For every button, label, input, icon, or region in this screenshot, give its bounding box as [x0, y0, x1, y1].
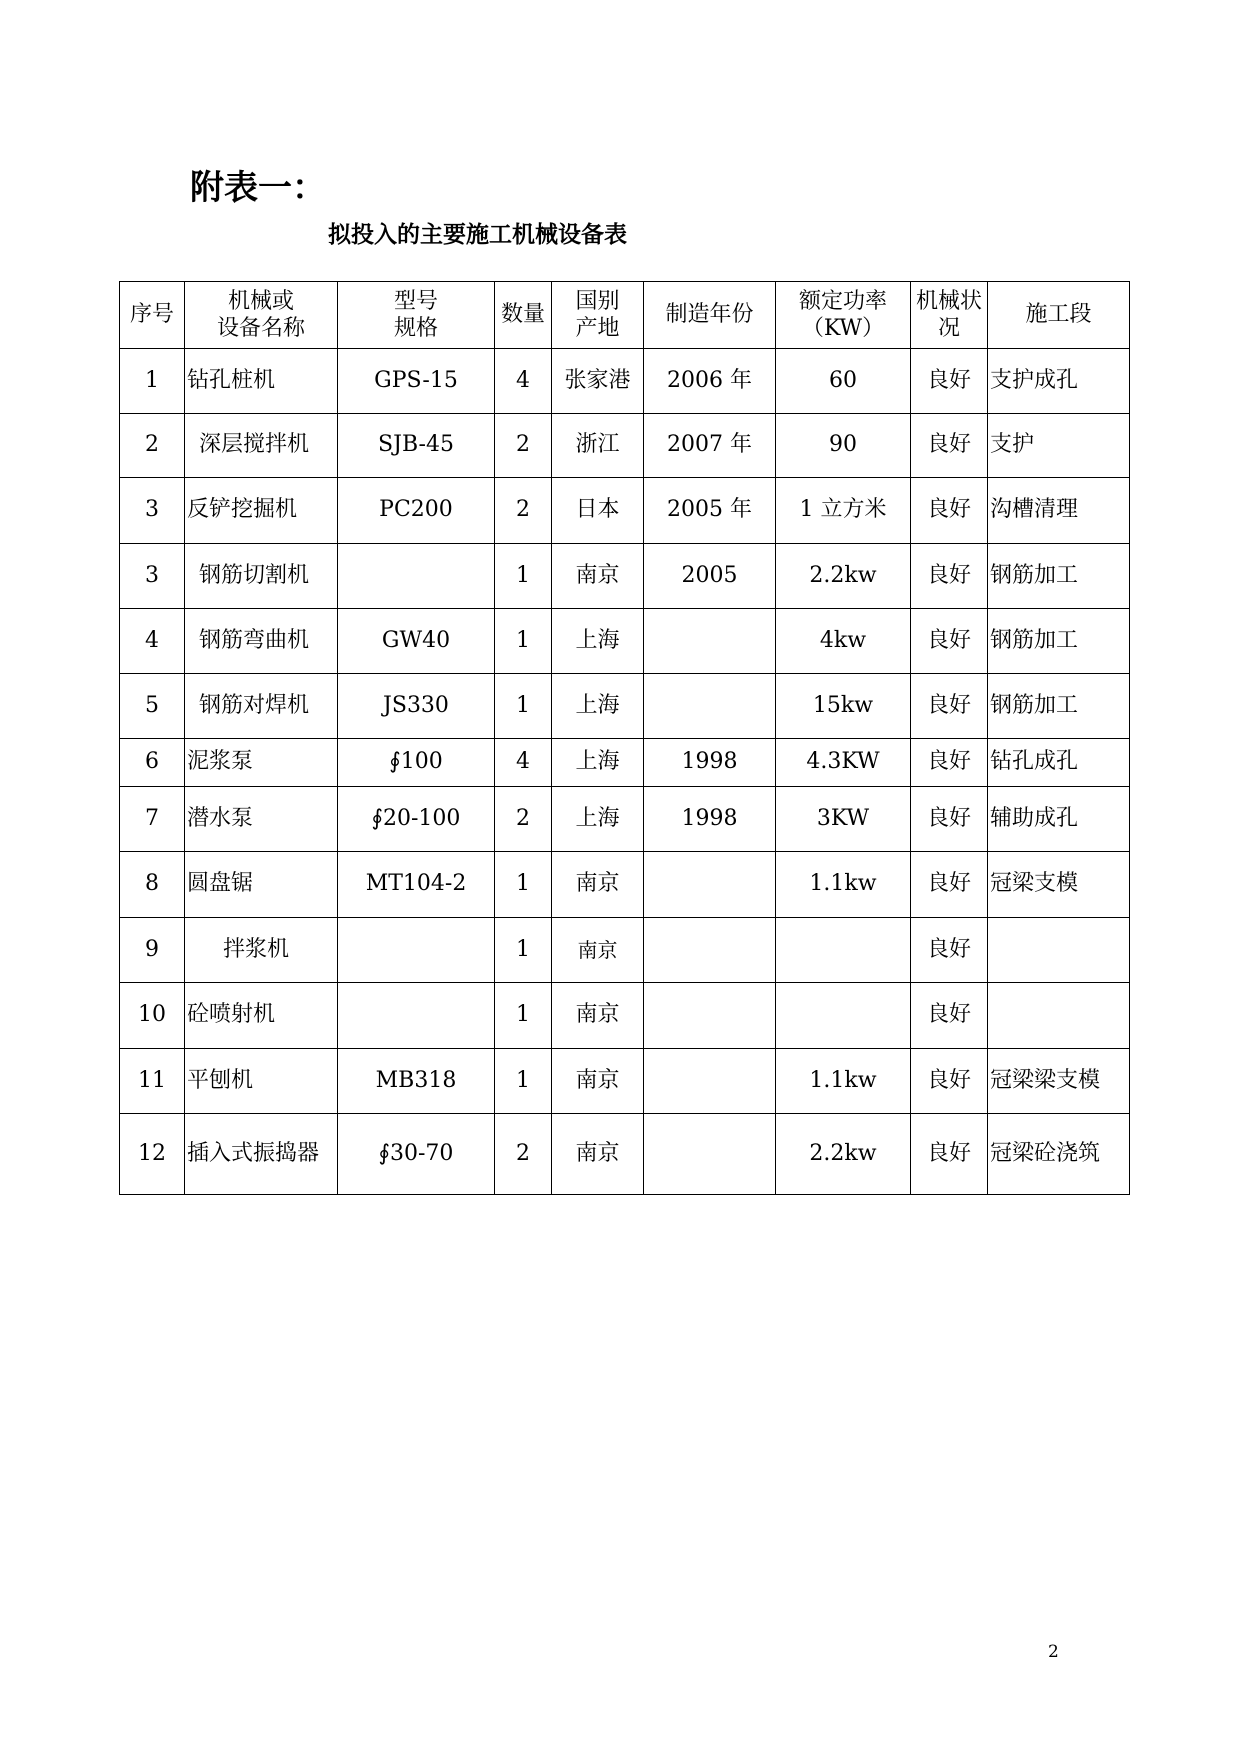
header-seq-label: 序号: [129, 302, 174, 328]
cell-name: 圆盘锯: [185, 852, 338, 918]
cell-model: [338, 918, 495, 983]
header-year-label: 制造年份: [665, 302, 754, 328]
cell-qty: 1: [495, 983, 552, 1049]
cell-origin: 上海: [552, 787, 644, 852]
cell-qty: 1: [495, 674, 552, 739]
cell-model: [338, 983, 495, 1049]
cell-year: 1998: [644, 787, 776, 852]
cell-year: 2007 年: [644, 414, 776, 478]
cell-power: 1 立方米: [776, 478, 911, 544]
cell-condition: 良好: [911, 1049, 988, 1114]
cell-condition: 良好: [911, 739, 988, 787]
cell-condition: 良好: [911, 478, 988, 544]
cell-qty: 4: [495, 739, 552, 787]
cell-condition: 良好: [911, 349, 988, 414]
table-row: [120, 1049, 1130, 1114]
cell-origin: 上海: [552, 674, 644, 739]
cell-qty: 2: [495, 414, 552, 478]
cell-section: 支护成孔: [988, 349, 1130, 414]
header-origin: [552, 282, 644, 349]
cell-seq: 1: [120, 349, 185, 414]
cell-name: 砼喷射机: [185, 983, 338, 1049]
table-row: [120, 349, 1130, 414]
cell-model: GW40: [338, 609, 495, 674]
table-row: [120, 787, 1130, 852]
cell-name: 平刨机: [185, 1049, 338, 1114]
cell-name: 插入式振捣器: [185, 1114, 338, 1195]
cell-origin: 南京: [552, 544, 644, 609]
table-row: [120, 739, 1130, 787]
cell-origin: 南京: [552, 983, 644, 1049]
cell-origin: 南京: [552, 852, 644, 918]
page-number: 2: [1048, 1642, 1059, 1662]
header-qty-label: 数量: [500, 302, 545, 328]
header-row: [120, 282, 1130, 349]
cell-year: [644, 1049, 776, 1114]
cell-qty: 1: [495, 918, 552, 983]
table-row: [120, 478, 1130, 544]
cell-section: 冠梁梁支模: [988, 1049, 1130, 1114]
header-condition: [911, 282, 988, 349]
cell-year: 1998: [644, 739, 776, 787]
cell-name: 反铲挖掘机: [185, 478, 338, 544]
cell-seq: 7: [120, 787, 185, 852]
cell-year: [644, 609, 776, 674]
cell-power: 1.1kw: [776, 852, 911, 918]
cell-section: 冠梁砼浇筑: [988, 1114, 1130, 1195]
cell-qty: 4: [495, 349, 552, 414]
cell-section: 钢筋加工: [988, 674, 1130, 739]
cell-year: [644, 918, 776, 983]
cell-seq: 8: [120, 852, 185, 918]
cell-qty: 2: [495, 787, 552, 852]
cell-name: 钢筋弯曲机: [185, 609, 338, 674]
header-name: [185, 282, 338, 349]
cell-section: [988, 983, 1130, 1049]
cell-origin: 日本: [552, 478, 644, 544]
cell-section: 沟槽清理: [988, 478, 1130, 544]
cell-qty: 1: [495, 609, 552, 674]
header-year: [644, 282, 776, 349]
cell-condition: 良好: [911, 544, 988, 609]
cell-power: 60: [776, 349, 911, 414]
cell-seq: 9: [120, 918, 185, 983]
cell-section: [988, 918, 1130, 983]
cell-year: [644, 674, 776, 739]
appendix-title: 附表一：: [190, 168, 326, 208]
cell-power: 1.1kw: [776, 1049, 911, 1114]
table-row: [120, 544, 1130, 609]
cell-power: 15kw: [776, 674, 911, 739]
cell-power: 4kw: [776, 609, 911, 674]
cell-power: [776, 918, 911, 983]
cell-origin: 浙江: [552, 414, 644, 478]
table-row: [120, 918, 1130, 983]
cell-section: 钢筋加工: [988, 609, 1130, 674]
cell-section: 支护: [988, 414, 1130, 478]
cell-name: 潜水泵: [185, 787, 338, 852]
table-row: [120, 852, 1130, 918]
header-condition-label: 机械状 况: [915, 288, 982, 341]
cell-power: 90: [776, 414, 911, 478]
header-model: [338, 282, 495, 349]
cell-model: ∮30-70: [338, 1114, 495, 1195]
header-power-label: 额定功率 （KW）: [798, 288, 887, 341]
cell-power: 2.2kw: [776, 544, 911, 609]
cell-model: ∮100: [338, 739, 495, 787]
cell-name: 泥浆泵: [185, 739, 338, 787]
cell-qty: 1: [495, 852, 552, 918]
cell-year: 2005: [644, 544, 776, 609]
cell-power: [776, 983, 911, 1049]
cell-condition: 良好: [911, 609, 988, 674]
header-section-label: 施工段: [1025, 302, 1092, 328]
cell-seq: 12: [120, 1114, 185, 1195]
cell-origin: 南京: [552, 918, 644, 983]
cell-power: 4.3KW: [776, 739, 911, 787]
cell-origin: 上海: [552, 609, 644, 674]
cell-model: JS330: [338, 674, 495, 739]
cell-year: 2006 年: [644, 349, 776, 414]
cell-origin: 上海: [552, 739, 644, 787]
cell-year: [644, 852, 776, 918]
cell-model: MB318: [338, 1049, 495, 1114]
cell-year: 2005 年: [644, 478, 776, 544]
cell-condition: 良好: [911, 918, 988, 983]
cell-section: 钻孔成孔: [988, 739, 1130, 787]
cell-qty: 1: [495, 1049, 552, 1114]
cell-name: 深层搅拌机: [185, 414, 338, 478]
header-origin-label: 国别 产地: [575, 288, 620, 341]
table-row: [120, 674, 1130, 739]
cell-seq: 5: [120, 674, 185, 739]
cell-model: PC200: [338, 478, 495, 544]
cell-seq: 6: [120, 739, 185, 787]
cell-seq: 10: [120, 983, 185, 1049]
cell-model: MT104-2: [338, 852, 495, 918]
cell-name: 钢筋切割机: [185, 544, 338, 609]
header-name-label: 机械或 设备名称: [216, 288, 305, 341]
cell-seq: 3: [120, 544, 185, 609]
cell-model: SJB-45: [338, 414, 495, 478]
cell-qty: 2: [495, 478, 552, 544]
cell-condition: 良好: [911, 674, 988, 739]
cell-condition: 良好: [911, 414, 988, 478]
cell-seq: 4: [120, 609, 185, 674]
cell-name: 钢筋对焊机: [185, 674, 338, 739]
table-row: [120, 609, 1130, 674]
cell-origin: 张家港: [552, 349, 644, 414]
cell-section: 钢筋加工: [988, 544, 1130, 609]
cell-power: 3KW: [776, 787, 911, 852]
cell-model: GPS-15: [338, 349, 495, 414]
cell-condition: 良好: [911, 787, 988, 852]
cell-name: 钻孔桩机: [185, 349, 338, 414]
equipment-table: [119, 281, 1130, 1195]
header-power: [776, 282, 911, 349]
header-qty: [495, 282, 552, 349]
cell-year: [644, 1114, 776, 1195]
table-row: [120, 414, 1130, 478]
cell-section: 辅助成孔: [988, 787, 1130, 852]
cell-condition: 良好: [911, 983, 988, 1049]
cell-model: [338, 544, 495, 609]
cell-name: 拌浆机: [185, 918, 338, 983]
header-seq: [120, 282, 185, 349]
header-model-label: 型号 规格: [393, 288, 438, 341]
cell-condition: 良好: [911, 1114, 988, 1195]
cell-seq: 2: [120, 414, 185, 478]
cell-condition: 良好: [911, 852, 988, 918]
cell-qty: 1: [495, 544, 552, 609]
cell-year: [644, 983, 776, 1049]
cell-origin: 南京: [552, 1049, 644, 1114]
cell-model: ∮20-100: [338, 787, 495, 852]
table-row: [120, 1114, 1130, 1195]
cell-origin: 南京: [552, 1114, 644, 1195]
cell-seq: 11: [120, 1049, 185, 1114]
cell-power: 2.2kw: [776, 1114, 911, 1195]
table-title: 拟投入的主要施工机械设备表: [328, 222, 627, 248]
cell-section: 冠梁支模: [988, 852, 1130, 918]
cell-qty: 2: [495, 1114, 552, 1195]
cell-seq: 3: [120, 478, 185, 544]
table-row: [120, 983, 1130, 1049]
table-body: [120, 349, 1130, 1195]
header-section: [988, 282, 1130, 349]
